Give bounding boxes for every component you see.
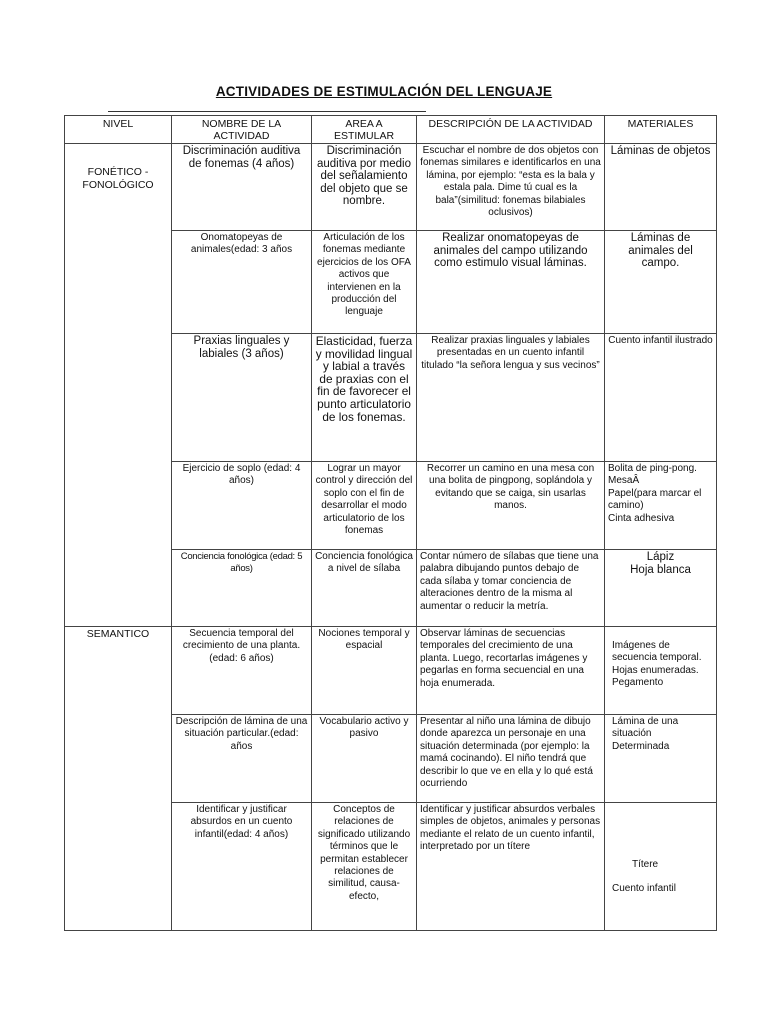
activity-materials: Láminas de animales del campo.	[605, 231, 717, 334]
title-underline-rule	[108, 111, 426, 112]
material-item: Papel(para marcar el camino)	[608, 487, 702, 512]
header-nombre-actividad: NOMBRE DE LA ACTIVIDAD	[172, 116, 312, 144]
material-item: Imágenes de secuencia temporal.	[612, 640, 702, 664]
activity-area: Elasticidad, fuerza y movilidad lingual y labial a través de praxias con el fin de favorecer el punto articulatorio de los fonemas.	[312, 334, 417, 462]
activity-description: Realizar onomatopeyas de animales del campo utilizando como estimulo visual láminas.	[417, 231, 605, 334]
activity-name: Onomatopeyas de animales(edad: 3 años	[172, 231, 312, 334]
activity-area: Conciencia fonológica a nivel de sílaba	[312, 550, 417, 627]
activity-description: Recorrer un camino en una mesa con una bolita de pingpong, soplándola y evitando que se caiga, sin usarlas manos.	[417, 462, 605, 550]
header-descripcion: DESCRIPCIÓN DE LA ACTIVIDAD	[417, 116, 605, 144]
activity-name: Praxias linguales y labiales (3 años)	[172, 334, 312, 462]
activity-materials	[605, 627, 717, 715]
activity-area: Conceptos de relaciones de significado utilizando términos que le permitan establecer relaciones de similitud, causa-efecto,	[312, 803, 417, 931]
material-item: MesaÂ	[608, 475, 640, 487]
material-item: Hoja blanca	[630, 563, 691, 576]
activity-materials: Cuento infantil ilustrado	[605, 334, 717, 462]
activity-description: Presentar al niño una lámina de dibujo donde aparezca un personaje en una situación determinada (por ejemplo: la mamá cocinando). El niño tendrá que describir lo que ve en ella y lo qué está ocurriendo	[417, 715, 605, 803]
activity-materials	[605, 803, 717, 931]
material-item: Títere	[632, 859, 659, 870]
level-semantico: SEMANTICO	[65, 627, 172, 931]
activity-materials	[605, 462, 717, 550]
material-spacer	[612, 871, 713, 883]
activity-materials	[605, 715, 717, 803]
activity-description: Escuchar el nombre de dos objetos con fonemas similares e identificarlos en una lámina, por ejemplo: “esta es la bala y estala pala. Dime tú cual es la bala”(similitud: fonemas bilabiales oclusivos)	[417, 144, 605, 231]
activity-name: Secuencia temporal del crecimiento de una planta.(edad: 6 años)	[172, 627, 312, 715]
activity-description: Contar número de sílabas que tiene una palabra dibujando puntos debajo de cada sílaba y tomar conciencia de alteraciones dentro de la misma al aumentar o reducir la metría.	[417, 550, 605, 627]
header-materiales: MATERIALES	[605, 116, 717, 144]
material-item: Cuento infantil	[612, 883, 676, 895]
activity-area: Vocabulario activo y pasivo	[312, 715, 417, 803]
activity-materials	[605, 550, 717, 627]
activity-area: Lograr un mayor control y dirección del soplo con el fin de desarrollar el modo articulatorio de los fonemas	[312, 462, 417, 550]
activity-area: Discriminación auditiva por medio del señalamiento del objeto que se nombre.	[312, 144, 417, 231]
activity-name: Descripción de lámina de una situación particular.(edad: años	[172, 715, 312, 803]
activity-name: Ejercicio de soplo (edad: 4 años)	[172, 462, 312, 550]
activity-description: Observar láminas de secuencias temporales del crecimiento de una planta. Luego, recortarlas imágenes y pegarlas en forma secuencial en una hoja enumerada.	[417, 627, 605, 715]
activity-area: Articulación de los fonemas mediante ejercicios de los OFA activos que intervienen en la producción del lenguaje	[312, 231, 417, 334]
activity-description: Identificar y justificar absurdos verbales simples de objetos, animales y personas mediante el relato de un cuento infantil, interpretado por un títere	[417, 803, 605, 931]
activity-area: Nociones temporal y espacial	[312, 627, 417, 715]
table-row	[65, 627, 717, 715]
activity-name: Discriminación auditiva de fonemas (4 años)	[172, 144, 312, 231]
header-nivel: NIVEL	[65, 116, 172, 144]
material-item: Hojas enumeradas.	[612, 664, 699, 676]
header-area-estimular: AREA A ESTIMULAR	[312, 116, 417, 144]
activity-description: Realizar praxias linguales y labiales presentadas en un cuento infantil titulado “la señora lengua y sus vecinos”	[417, 334, 605, 462]
material-item: Lápiz	[646, 551, 675, 563]
material-item: Determinada	[612, 740, 670, 752]
activity-name: Identificar y justificar absurdos en un cuento infantil(edad: 4 años)	[172, 803, 312, 931]
activities-table	[64, 115, 717, 931]
table-header-row	[65, 116, 717, 144]
table-row	[65, 144, 717, 231]
activity-materials: Láminas de objetos	[605, 144, 717, 231]
material-item: Bolita de ping-pong.	[608, 463, 697, 474]
activity-name: Conciencia fonológica (edad: 5 años)	[172, 550, 312, 627]
material-item: Lámina de una situación	[612, 716, 679, 740]
document-title: ACTIVIDADES DE ESTIMULACIÓN DEL LENGUAJE	[215, 84, 553, 99]
material-item: Pegamento	[612, 677, 664, 689]
material-item: Cinta adhesiva	[608, 512, 675, 524]
level-fonetico-fonologico: FONÉTICO - FONOLÓGICO	[65, 144, 172, 627]
